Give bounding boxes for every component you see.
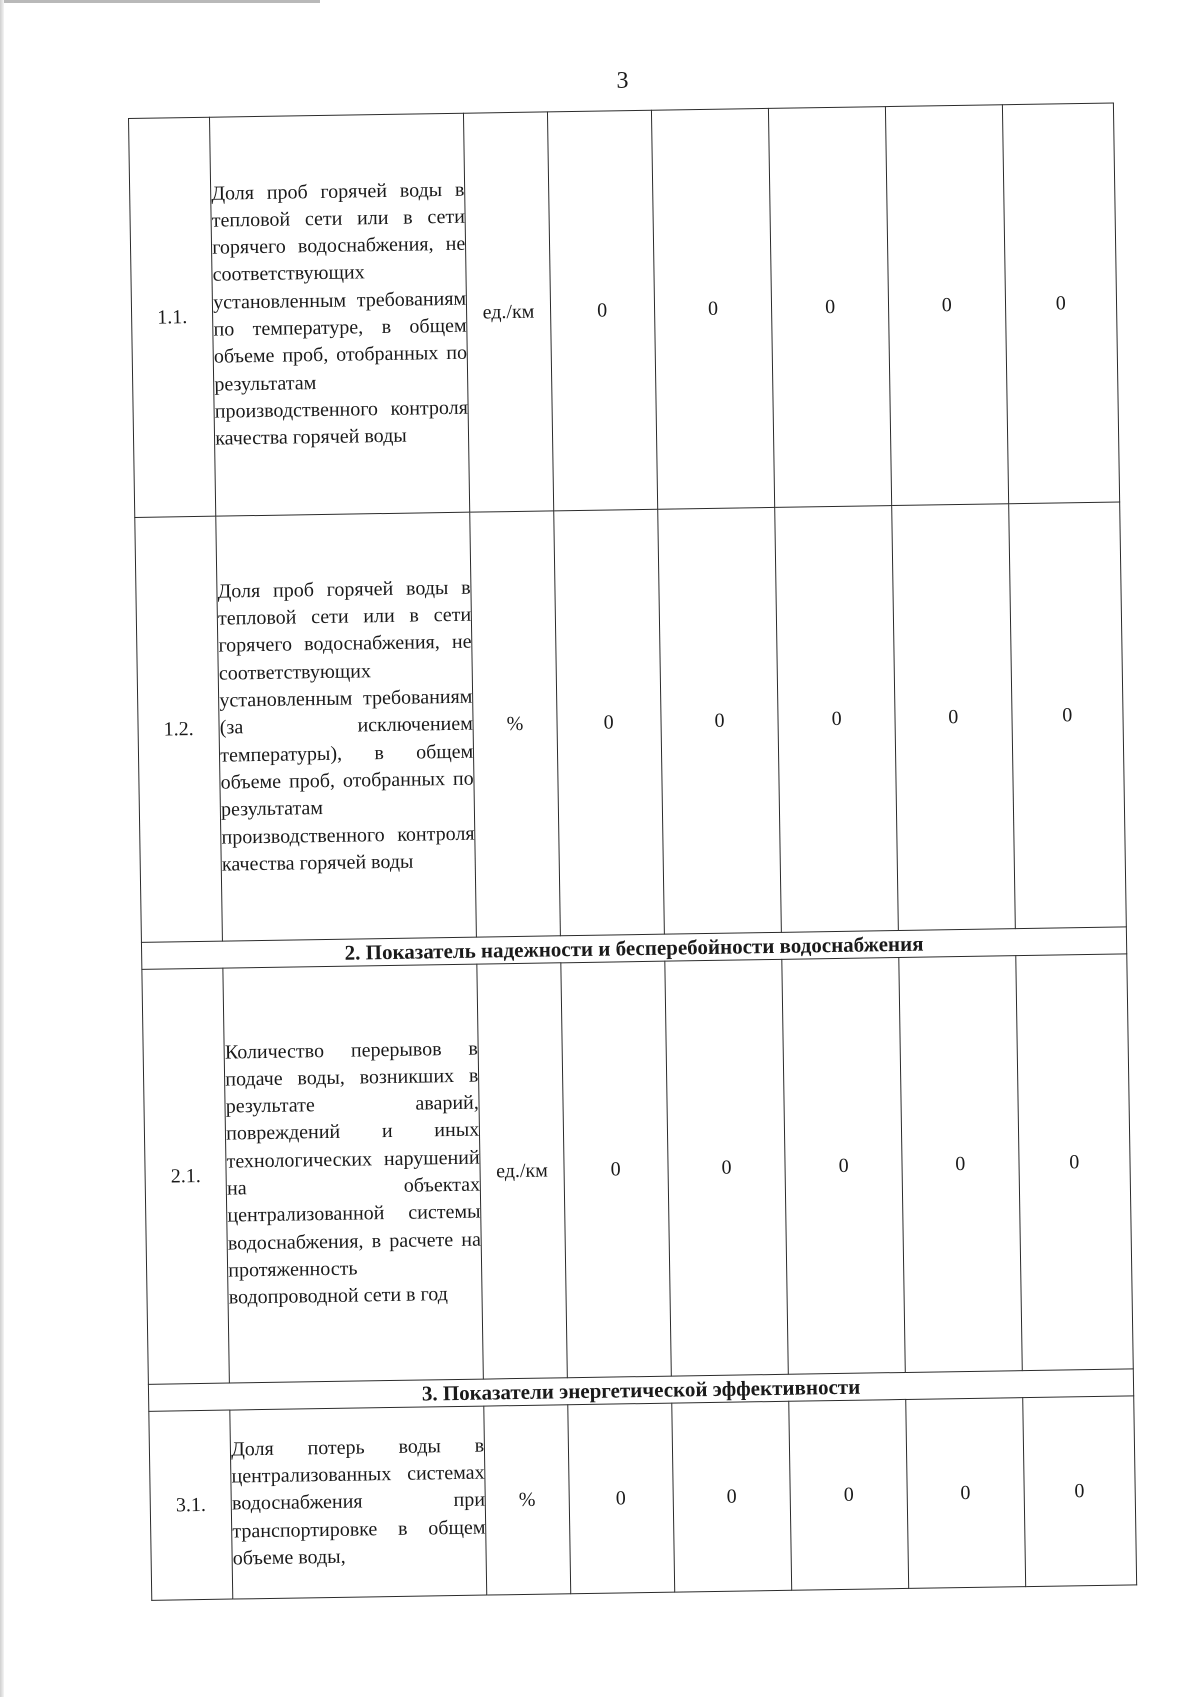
row-value: 0	[651, 108, 775, 509]
row-number: 2.1.	[142, 968, 230, 1384]
row-unit: ед./км	[477, 963, 567, 1379]
row-description: Количество перерывов в подаче воды, возникших в результате аварий, повреждений и иных технологических нарушений на объектах централизованной системы водоснабжения, в расчете на протяженность водопроводной сети в год	[223, 964, 484, 1383]
row-value: 0	[1002, 103, 1120, 504]
scan-edge-top	[0, 0, 320, 3]
row-number: 1.1.	[129, 117, 216, 517]
row-value: 0	[775, 506, 898, 933]
row-value: 0	[664, 959, 788, 1376]
row-value: 0	[1022, 1396, 1136, 1587]
section-heading: 2. Показатель надежности и бесперебойности водоснабжения	[141, 927, 1126, 969]
row-value: 0	[657, 507, 781, 934]
row-value: 0	[1015, 954, 1133, 1371]
section-heading: 3. Показатели энергетической эффективности	[148, 1369, 1133, 1411]
table-row	[142, 954, 1133, 1384]
row-value: 0	[671, 1401, 792, 1592]
row-number: 3.1.	[149, 1410, 233, 1600]
row-value: 0	[560, 961, 671, 1378]
row-value: 0	[567, 1403, 674, 1594]
row-value: 0	[553, 509, 664, 936]
page-number: 3	[616, 68, 629, 94]
table-row	[135, 502, 1127, 942]
row-value: 0	[885, 105, 1008, 506]
row-value: 0	[899, 956, 1022, 1373]
row-unit: %	[484, 1405, 570, 1595]
row-description: Доля проб горячей воды в тепловой сети или в сети горячего водоснабжения, не соответствующих установленным требованиям (за исключением температуры), в общем объеме проб, отобранных по результатам производственного контроля качества горячей воды	[216, 512, 477, 941]
scan-edge-left	[0, 0, 4, 1697]
row-value: 0	[547, 110, 657, 511]
row-value: 0	[892, 504, 1015, 931]
row-value: 0	[769, 107, 892, 508]
row-value: 0	[906, 1398, 1026, 1589]
row-number: 1.2.	[135, 516, 223, 942]
row-unit: %	[470, 511, 560, 937]
row-description: Доля потерь воды в централизованных системах водоснабжения при транспортировке в общем объеме воды,	[230, 1406, 487, 1599]
row-unit: ед./км	[464, 112, 554, 512]
table-row	[129, 103, 1120, 517]
row-description: Доля проб горячей воды в тепловой сети или в сети горячего водоснабжения, не соответствующих установленным требованиям по температуре, в общем объеме проб, отобранных по результатам производственного контроля качества горячей воды	[210, 113, 470, 516]
indicators-table	[128, 103, 1137, 1601]
row-value: 0	[789, 1399, 909, 1590]
row-value: 0	[1008, 502, 1126, 929]
row-value: 0	[782, 957, 905, 1374]
table-row	[149, 1396, 1137, 1600]
